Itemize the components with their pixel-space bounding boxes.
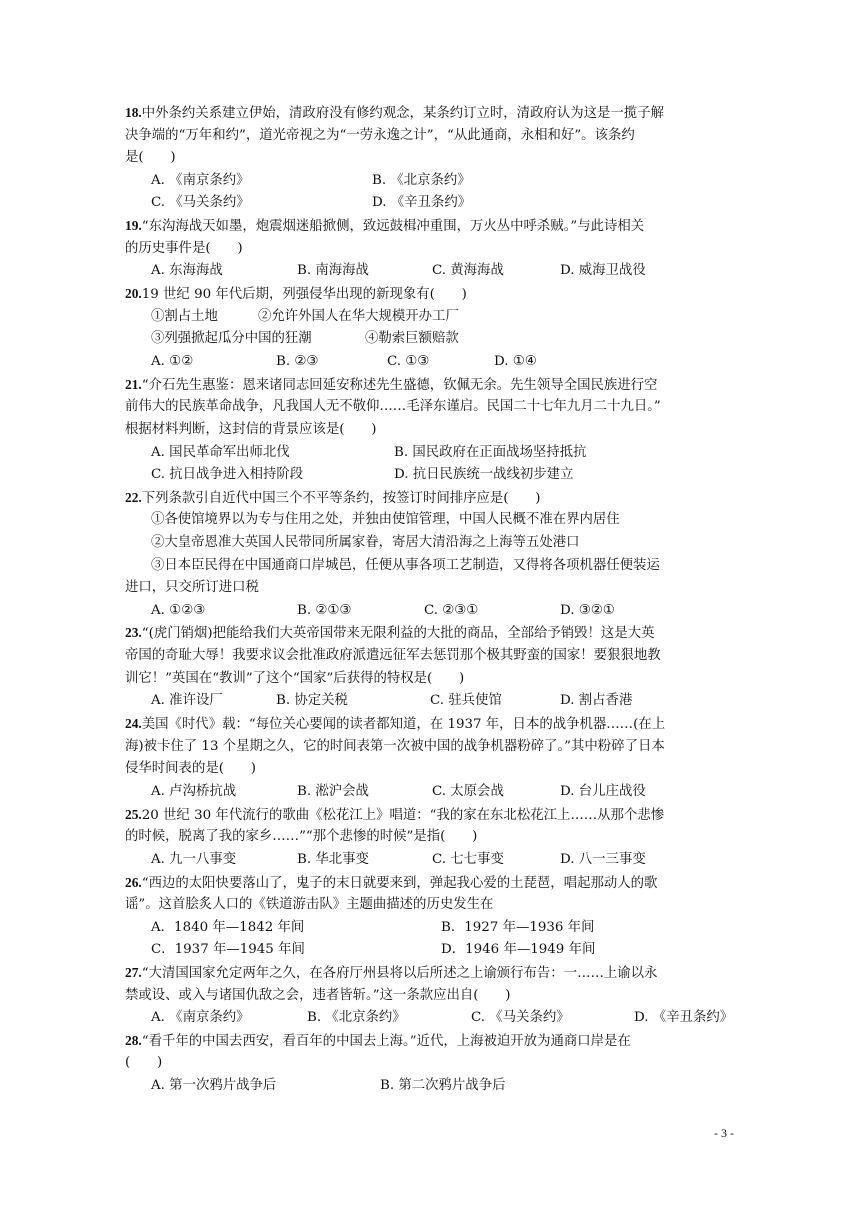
- question-26-options-row-1: [151, 917, 771, 940]
- option-c: C. 七七事变: [432, 852, 504, 867]
- question-25-line-1: 25.20 世纪 30 年代流行的歌曲《松花江上》唱道：“我的家在东北松花江上……从那个悲惨: [125, 807, 665, 823]
- question-26-line-2: 谣”。这首脍炙人口的《铁道游击队》主题曲描述的历史发生在: [125, 897, 494, 912]
- question-26-line-1: 26.“西边的太阳快要落山了，鬼子的末日就要来到，弹起我心爱的土琵琶，唱起那动人的歌: [125, 875, 658, 891]
- option-b: B. 《北京条约》: [307, 1010, 406, 1025]
- option-b: B．1927 年—1936 年间: [441, 920, 595, 935]
- question-number: 26.: [125, 875, 142, 890]
- question-18-line-3: 是( ): [125, 150, 176, 165]
- option-a: A. 《南京条约》: [151, 1010, 250, 1025]
- question-25-line-2: 的时候，脱离了我的家乡……”“那个悲惨的时候”是指( ): [125, 829, 478, 844]
- option-d: D. 台儿庄战役: [560, 784, 646, 799]
- option-a: A. 国民革命军出师北伐: [151, 445, 290, 460]
- question-28-line-2: ( ): [125, 1055, 163, 1070]
- question-18-options-row-2: [151, 192, 771, 215]
- option-d: D. ①④: [494, 354, 537, 369]
- question-19-options: [151, 260, 771, 283]
- item-1: ①割占土地: [151, 309, 218, 324]
- question-28-line-1: 28.“看千年的中国去西安，看百年的中国去上海。”近代，上海被迫开放为通商口岸是在: [125, 1033, 631, 1049]
- option-c: C. 《马关条约》: [471, 1010, 570, 1025]
- question-number: 19.: [125, 218, 142, 233]
- option-d: D. 《辛丑条约》: [634, 1010, 734, 1025]
- option-d: D. 抗日民族统一战线初步建立: [394, 467, 574, 482]
- question-19-line-2: 的历史事件是( ): [125, 241, 243, 256]
- question-22-item-3: ③日本臣民得在中国通商口岸城邑，任便从事各项工艺制造，又得将各项机器任便装运: [151, 558, 660, 573]
- question-18-options-row-1: [151, 170, 771, 193]
- question-21-line-1: 21.“介石先生惠鉴：恩来诸同志回延安称述先生盛德，钦佩无余。先生领导全国民族进行空: [125, 377, 658, 393]
- option-b: B. 华北事变: [297, 852, 369, 867]
- question-27-options: [151, 1007, 771, 1030]
- option-b: B. 国民政府在正面战场坚持抵抗: [394, 445, 587, 460]
- question-20-options: [151, 351, 771, 374]
- question-26-options-row-2: [151, 939, 771, 962]
- question-27-line-2: 禁或设、或入与诸国仇敌之会，违者皆斩。”这一条款应出自( ): [125, 988, 511, 1003]
- question-21-options-row-2: [151, 464, 771, 487]
- question-25-options: [151, 849, 771, 872]
- question-22-item-1: ①各使馆境界以为专与住用之处，并独由使馆管理，中国人民概不准在界内居住: [151, 512, 620, 527]
- item-4: ④勒索巨额赔款: [365, 331, 459, 346]
- question-number: 20.: [125, 286, 142, 301]
- question-20-line-1: 20.19 世纪 90 年代后期，列强侵华出现的新现象有( ): [125, 286, 467, 302]
- item-3: ③列强掀起瓜分中国的狂潮: [151, 331, 312, 346]
- question-24-options: [151, 781, 771, 804]
- question-number: 18.: [125, 105, 142, 120]
- question-number: 28.: [125, 1033, 142, 1048]
- question-23-options: [151, 690, 771, 713]
- option-b: B. ②③: [276, 354, 319, 369]
- question-21-line-3: 根据材料判断，这封信的背景应该是( ): [125, 422, 377, 437]
- question-number: 24.: [125, 716, 142, 731]
- question-24-line-2: 海)被卡住了 13 个星期之久，它的时间表第一次被中国的战争机器粉碎了。”其中粉碎了日本: [125, 739, 665, 754]
- option-c: C. 《马关条约》: [151, 195, 250, 210]
- option-a: A. 卢沟桥抗战: [151, 784, 237, 799]
- question-number: 25.: [125, 807, 142, 822]
- question-24-line-1: 24.美国《时代》载：“每位关心要闻的读者都知道，在 1937 年，日本的战争机器……(在上: [125, 716, 666, 732]
- option-c: C. ①③: [387, 354, 430, 369]
- option-c: C．1937 年—1945 年间: [151, 942, 305, 957]
- question-22-item-3-continued: 进口，只交所订进口税: [125, 580, 259, 595]
- question-23-line-2: 帝国的奇耻大辱！我要求议会批准政府派遣远征军去惩罚那个极其野蛮的国家！要狠狠地教: [125, 648, 661, 663]
- option-a: A. 第一次鸦片战争后: [151, 1078, 277, 1093]
- option-b: B. 第二次鸦片战争后: [380, 1078, 506, 1093]
- question-20-items-row-2: [151, 328, 771, 351]
- option-a: A. 九一八事变: [151, 852, 237, 867]
- question-number: 27.: [125, 965, 142, 980]
- option-c: C. ②③①: [424, 603, 479, 618]
- option-a: A. 《南京条约》: [151, 173, 250, 188]
- question-number: 21.: [125, 377, 142, 392]
- option-c: C. 黄海海战: [432, 263, 504, 278]
- question-21-line-2: 前伟大的民族革命战争，凡我国人无不敬仰……毛泽东谨启。民国二十七年九月二十九日。”: [125, 399, 661, 414]
- question-number: 23.: [125, 625, 142, 640]
- question-21-options-row-1: [151, 442, 771, 465]
- option-a: A．1840 年—1842 年间: [151, 920, 305, 935]
- option-b: B. 南海海战: [297, 263, 369, 278]
- option-b: B. 《北京条约》: [372, 173, 471, 188]
- question-20-items-row-1: [151, 306, 771, 329]
- question-27-line-1: 27.“大清国国家允定两年之久，在各府厅州县将以后所述之上谕颁行布告：一……上谕以永: [125, 965, 658, 981]
- option-c: C. 抗日战争进入相持阶段: [151, 467, 304, 482]
- option-a: A. ①②③: [151, 603, 206, 618]
- question-28-options: [151, 1075, 771, 1098]
- question-22-item-2: ②大皇帝恩准大英国人民带同所属家眷，寄居大清沿海之上海等五处港口: [151, 535, 580, 550]
- option-a: A. ①②: [151, 354, 194, 369]
- option-a: A. 东海海战: [151, 263, 223, 278]
- option-a: A. 准许设厂: [151, 693, 223, 708]
- option-b: B. 淞沪会战: [297, 784, 369, 799]
- option-d: D. 《辛丑条约》: [372, 195, 472, 210]
- question-22-line-1: 22.下列条款引自近代中国三个不平等条约，按签订时间排序应是( ): [125, 490, 541, 506]
- option-d: D．1946 年—1949 年间: [441, 942, 596, 957]
- question-23-line-3: 训它！”英国在“教训”了这个“国家”后获得的特权是( ): [125, 671, 465, 686]
- question-19-line-1: 19.“东沟海战天如墨，炮震烟迷船掀侧，致远鼓楫冲重围，万火丛中呼杀贼。”与此诗相关: [125, 218, 645, 234]
- option-b: B. 协定关税: [276, 693, 348, 708]
- option-d: D. 威海卫战役: [560, 263, 646, 278]
- page-number: - 3 -: [714, 1126, 734, 1140]
- option-b: B. ②①③: [297, 603, 352, 618]
- option-c: C. 太原会战: [432, 784, 504, 799]
- question-22-options: [151, 600, 771, 623]
- question-18-line-1: 18.中外条约关系建立伊始，清政府没有修约观念，某条约订立时，清政府认为这是一揽子解: [125, 105, 664, 121]
- question-18-line-2: 决争端的“万年和约”，道光帝视之为“一劳永逸之计”，“从此通商，永相和好”。该条约: [125, 128, 635, 143]
- option-d: D. 八一三事变: [560, 852, 646, 867]
- option-c: C. 驻兵使馆: [430, 693, 502, 708]
- question-number: 22.: [125, 490, 142, 505]
- question-23-line-1: 23.“(虎门销烟)把能给我们大英帝国带来无限利益的大批的商品，全部给予销毁！这是大英: [125, 625, 655, 641]
- item-2: ②允许外国人在华大规模开办工厂: [258, 309, 459, 324]
- option-d: D. ③②①: [560, 603, 615, 618]
- question-24-line-3: 侵华时间表的是( ): [125, 761, 256, 776]
- option-d: D. 割占香港: [560, 693, 633, 708]
